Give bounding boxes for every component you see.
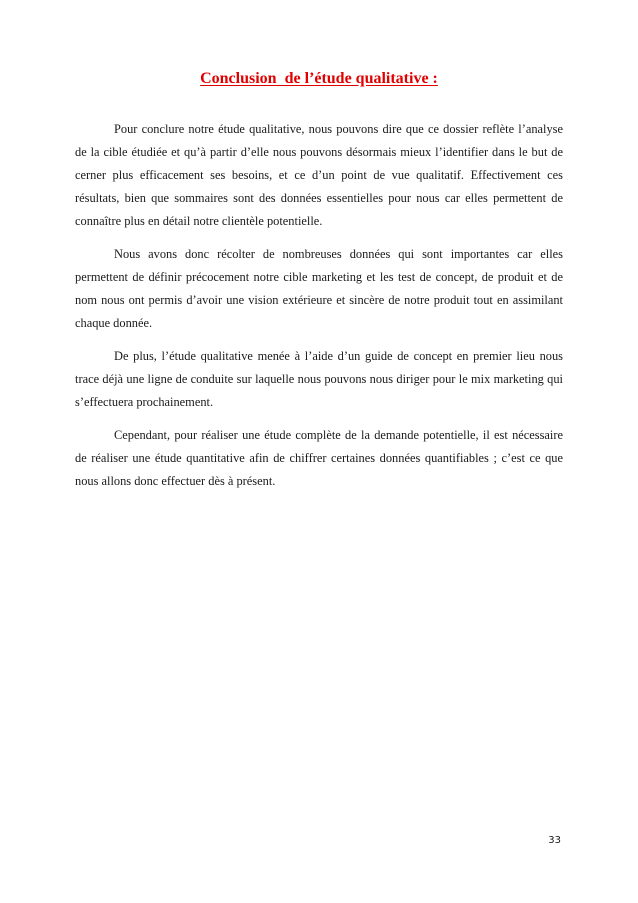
paragraph: Cependant, pour réaliser une étude complète de la demande potentielle, il est nécessaire de réaliser une étude quantitative afin de chiffrer certaines données quantifiables ; c’est ce que nous allons donc effectuer dès à présent.: [75, 428, 563, 488]
paragraph: De plus, l’étude qualitative menée à l’aide d’un guide de concept en premier lieu nous trace déjà une ligne de conduite sur laquelle nous pouvons nous diriger pour le mix marketing qui s’effectuera prochainement.: [75, 349, 563, 409]
paragraph: Pour conclure notre étude qualitative, nous pouvons dire que ce dossier reflète l’analyse de la cible étudiée et qu’à partir d’elle nous pouvons désormais mieux l’identifier dans le but de cerner plus efficacement ses besoins, et ce d’un point de vue qualitatif. Effectivement ces résultats, bien que sommaires sont des données essentielles pour nous car elles permettent de connaître plus en détail notre clientèle potentielle.: [75, 122, 563, 228]
page-title: Conclusion de l’étude qualitative :: [200, 70, 438, 87]
body-text: [75, 118, 563, 503]
page-number: 33: [548, 835, 561, 846]
paragraph: Nous avons donc récolter de nombreuses données qui sont importantes car elles permettent de définir précocement notre cible marketing et les test de concept, de produit et de nom nous ont permis d’avoir une vision extérieure et sincère de notre produit tout en assimilant chaque donnée.: [75, 247, 563, 330]
